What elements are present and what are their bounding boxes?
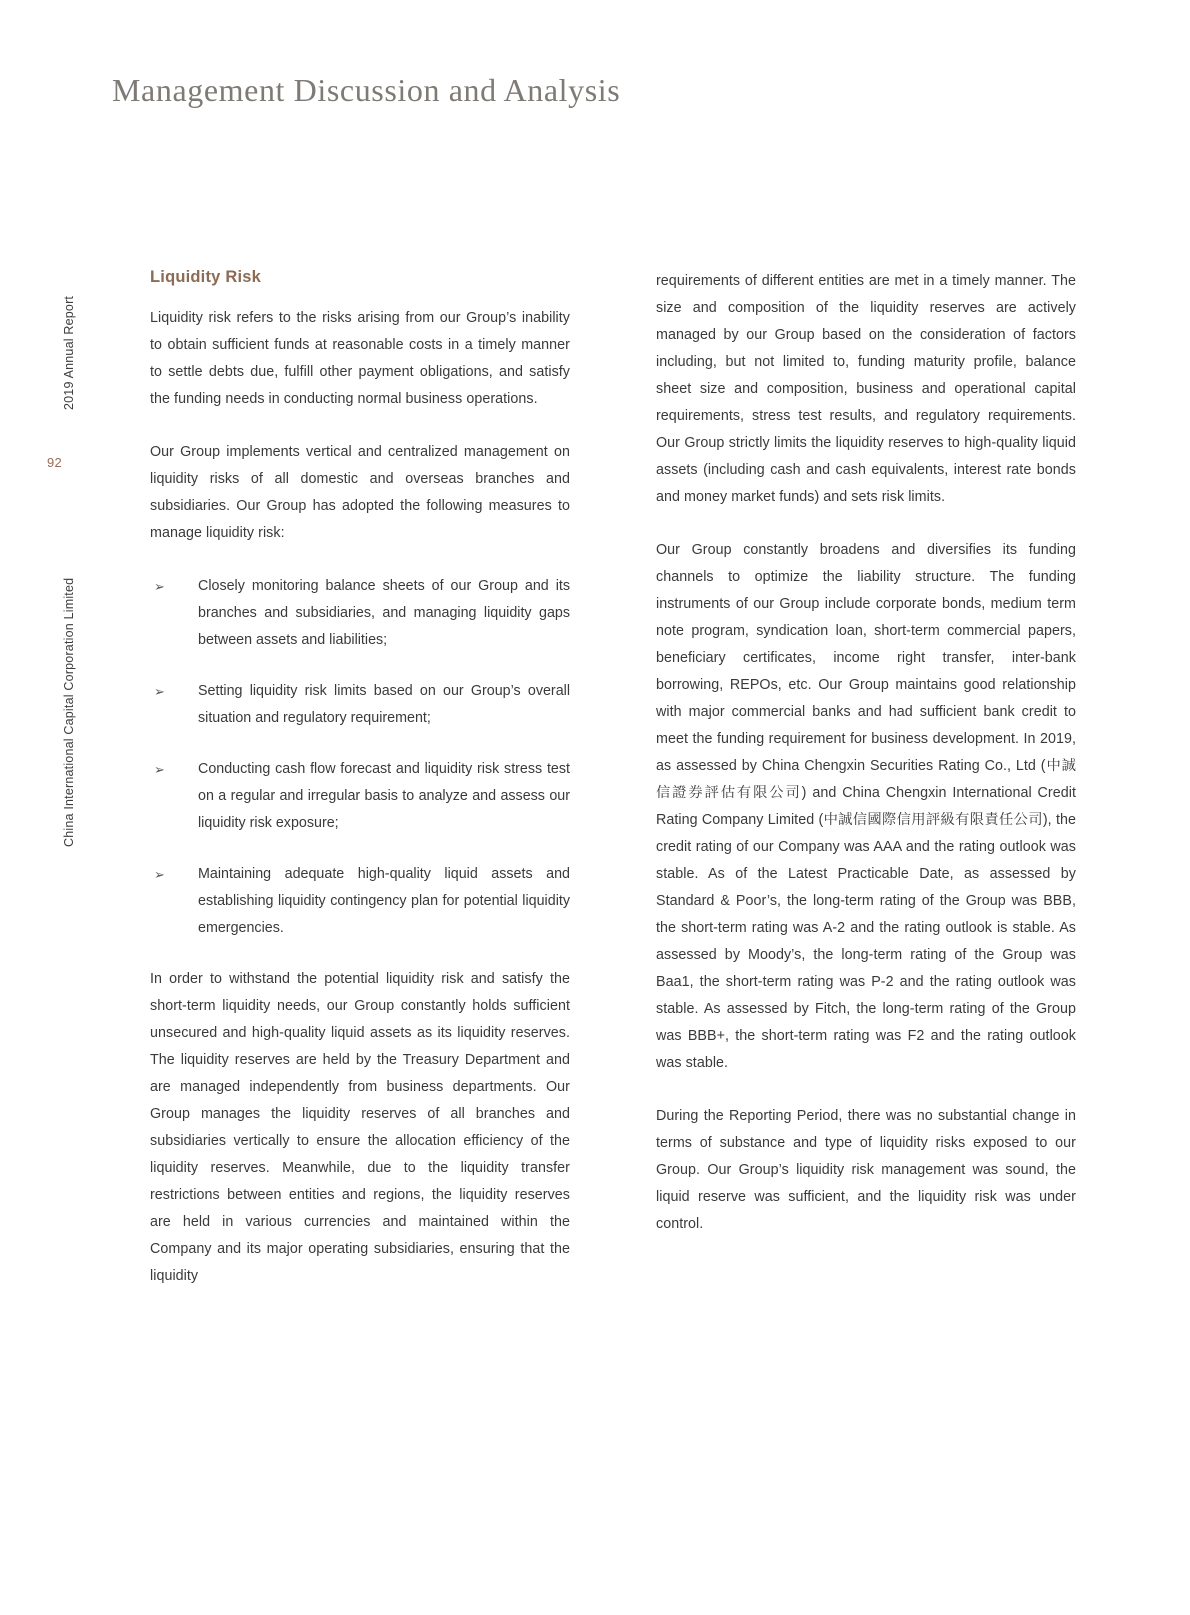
list-item-text: Setting liquidity risk limits based on our Group’s overall situation and regulatory requirement; <box>198 683 570 726</box>
list-item <box>150 573 570 654</box>
list-item-text: Conducting cash flow forecast and liquidity risk stress test on a regular and irregular basis to analyze and assess our liquidity risk exposure; <box>198 761 570 831</box>
measures-list <box>150 573 570 942</box>
list-item <box>150 861 570 942</box>
page-number: 92 <box>47 455 63 470</box>
section-heading-liquidity-risk: Liquidity Risk <box>150 268 261 286</box>
list-item-text: Maintaining adequate high-quality liquid assets and establishing liquidity contingency plan for potential liquidity emergencies. <box>198 866 570 936</box>
paragraph: Our Group implements vertical and centralized management on liquidity risks of all domestic and overseas branches and subsidiaries. Our Group has adopted the following measures to manage liquidity risk: <box>150 444 570 541</box>
arrow-bullet-icon: ➢ <box>154 762 165 777</box>
report-year-label: 2019 Annual Report <box>62 295 76 410</box>
right-column <box>656 268 1076 1290</box>
paragraph: In order to withstand the potential liquidity risk and satisfy the short-term liquidity needs, our Group constantly holds sufficient unsecured and high-quality liquid assets as its liquidity reserves. The liquidity reserves are held by the Treasury Department and are managed independently from business departments. Our Group manages the liquidity reserves of all branches and subsidiaries vertically to ensure the allocation efficiency of the liquidity reserves. Meanwhile, due to the liquidity transfer restrictions between entities and regions, the liquidity reserves are held in various currencies and maintained within the Company and its major operating subsidiaries, ensuring that the liquidity <box>150 971 570 1284</box>
list-item <box>150 678 570 732</box>
paragraph: Liquidity risk refers to the risks arising from our Group’s inability to obtain sufficient funds at reasonable costs in a timely manner to settle debts due, fulfill other payment obligations, and satisfy the funding needs in conducting normal business operations. <box>150 310 570 407</box>
page-title: Management Discussion and Analysis <box>112 72 621 108</box>
paragraph: During the Reporting Period, there was no substantial change in terms of substance and type of liquidity risks exposed to our Group. Our Group’s liquidity risk management was sound, the liquid reserve was sufficient, and the liquidity risk was under control. <box>656 1108 1076 1232</box>
page-content <box>150 268 1076 1290</box>
list-item-text: Closely monitoring balance sheets of our Group and its branches and subsidiaries, and managing liquidity gaps between assets and liabilities; <box>198 578 570 648</box>
arrow-bullet-icon: ➢ <box>154 684 165 699</box>
company-name-label: China International Capital Corporation Limited <box>62 577 76 847</box>
side-rail <box>40 265 80 865</box>
arrow-bullet-icon: ➢ <box>154 579 165 594</box>
left-column <box>150 268 570 1290</box>
paragraph: requirements of different entities are met in a timely manner. The size and composition of the liquidity reserves are actively managed by our Group based on the consideration of factors including, but not limited to, funding maturity profile, balance sheet size and composition, business and operational capital requirements, stress test results, and regulatory requirements. Our Group strictly limits the liquidity reserves to high-quality liquid assets (including cash and cash equivalents, interest rate bonds and money market funds) and sets risk limits. <box>656 273 1076 505</box>
list-item <box>150 756 570 837</box>
paragraph: Our Group constantly broadens and diversifies its funding channels to optimize the liability structure. The funding instruments of our Group include corporate bonds, medium term note program, syndication loan, short-term commercial papers, beneficiary certificates, income right transfer, inter-bank borrowing, REPOs, etc. Our Group maintains good relationship with major commercial banks and had sufficient bank credit to meet the funding requirement for business development. In 2019, as assessed by China Chengxin Securities Rating Co., Ltd (中誠信證券評估有限公司) and China Chengxin International Credit Rating Company Limited (中誠信國際信用評級有限責任公司), the credit rating of our Company was AAA and the rating outlook was stable. As of the Latest Practicable Date, as assessed by Standard & Poor’s, the long-term rating of the Group was BBB, the short-term rating was A-2 and the rating outlook is stable. As assessed by Moody’s, the long-term rating of the Group was Baa1, the short-term rating was P-2 and the rating outlook was stable. As assessed by Fitch, the long-term rating of the Group was BBB+, the short-term rating was F2 and the rating outlook was stable. <box>656 542 1076 1071</box>
arrow-bullet-icon: ➢ <box>154 867 165 882</box>
